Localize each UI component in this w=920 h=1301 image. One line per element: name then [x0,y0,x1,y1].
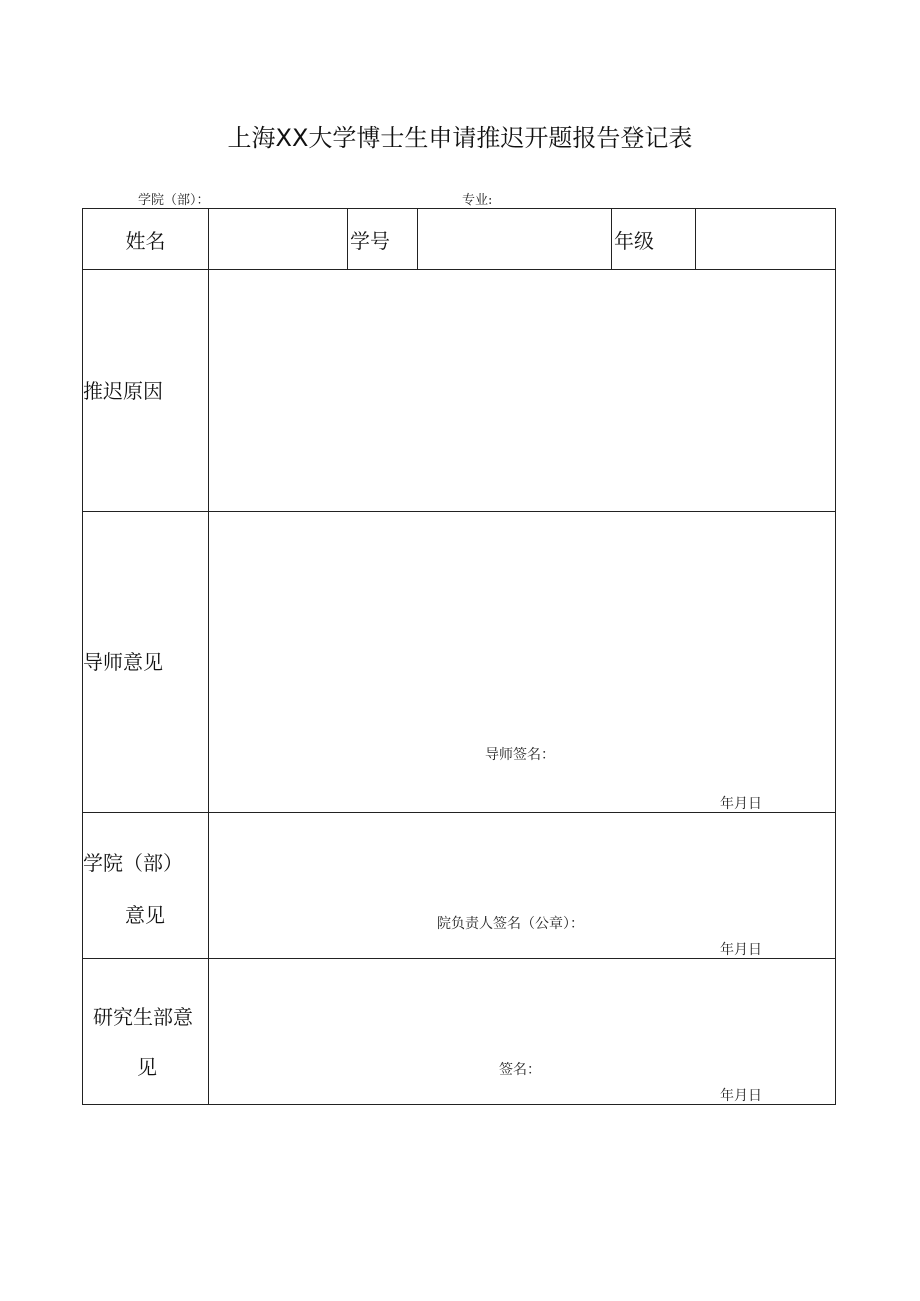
advisor-signature-label: 导师签名： [485,747,555,763]
reason-label: 推迟原因 [83,378,163,403]
college-opinion-label-line2: 意见 [125,903,165,927]
college-row [83,813,836,959]
advisor-label: 导师意见 [83,650,163,674]
graduate-row [83,959,836,1105]
graduate-opinion-label-line2: 见 [137,1055,157,1079]
student-id-label-cell [348,209,418,270]
college-field-label: 学院（部）： [138,193,210,208]
name-input-cell[interactable] [209,209,348,270]
college-signature-label: 院负责人签名（公章）： [437,916,584,932]
college-opinion-label-line1: 学院（部） [83,851,183,875]
grade-label-cell [612,209,696,270]
major-field-label: 专业: [462,193,493,208]
college-date-label: 年月日 [720,942,762,958]
reason-input-cell[interactable] [209,270,836,512]
reason-row [83,270,836,512]
graduate-signature-label: 签名： [499,1062,541,1078]
advisor-row [83,512,836,813]
page-title: 上海XX大学博士生申请推迟开题报告登记表 [227,124,693,152]
college-opinion-cell[interactable] [209,813,836,959]
student-id-label: 学号 [350,228,390,253]
name-label: 姓名 [125,228,166,253]
advisor-date-label: 年月日 [720,796,762,812]
name-label-cell [83,209,209,270]
basic-info-row [83,209,836,270]
graduate-opinion-label-line1: 研究生部意 [93,1005,193,1029]
college-label-cell [83,813,209,959]
advisor-opinion-cell[interactable] [209,512,836,813]
grade-label: 年级 [614,228,654,253]
advisor-label-cell [83,512,209,813]
student-id-input-cell[interactable] [418,209,612,270]
grade-input-cell[interactable] [696,209,836,270]
graduate-opinion-cell[interactable] [209,959,836,1105]
registration-form-table [82,208,836,1105]
reason-label-cell [83,270,209,512]
graduate-date-label: 年月日 [720,1088,762,1104]
graduate-label-cell [83,959,209,1105]
